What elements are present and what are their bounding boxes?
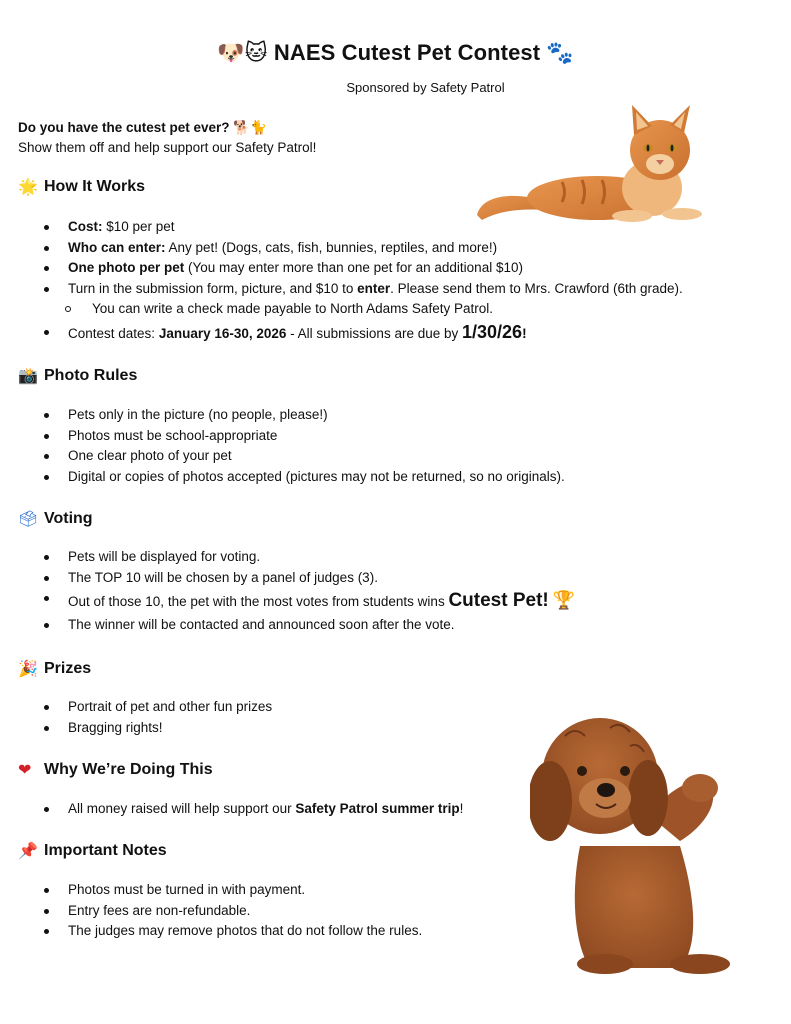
why-end: ! bbox=[459, 801, 464, 816]
why-text: All money raised will help support our bbox=[68, 801, 296, 816]
section-heading-prizes bbox=[18, 659, 91, 678]
summer-trip-text: Safety Patrol summer trip bbox=[295, 801, 460, 816]
voting-item-text: Out of those 10, the pet with the most votes from students wins bbox=[68, 594, 449, 609]
dog-cat-emoji-icon: 🐶🐱 bbox=[217, 41, 268, 66]
list-item bbox=[40, 258, 683, 279]
who-value: Any pet! (Dogs, cats, fish, bunnies, reptiles, and more!) bbox=[165, 239, 498, 255]
list-item bbox=[40, 799, 463, 820]
notes-list bbox=[40, 880, 422, 942]
sub-list-item: You can write a check made payable to North Adams Safety Patrol. bbox=[40, 299, 683, 319]
heading-text: Photo Rules bbox=[44, 366, 138, 384]
pushpin-icon: 📌 bbox=[18, 841, 38, 860]
intro-question: Do you have the cutest pet ever? bbox=[18, 120, 230, 135]
list-item: Bragging rights! bbox=[40, 718, 272, 739]
prizes-list bbox=[40, 697, 272, 738]
list-item bbox=[40, 217, 683, 238]
list-item bbox=[40, 588, 575, 615]
intro-line: Show them off and help support our Safety Patrol! bbox=[18, 140, 317, 155]
list-item bbox=[40, 322, 683, 345]
list-item: The TOP 10 will be chosen by a panel of judges (3). bbox=[40, 568, 575, 589]
trophy-icon: 🏆 bbox=[552, 590, 575, 611]
list-item: The judges may remove photos that do not follow the rules. bbox=[40, 921, 422, 942]
ballot-box-icon: 🗳 bbox=[18, 509, 39, 528]
why-list bbox=[40, 799, 463, 820]
list-item: One clear photo of your pet bbox=[40, 446, 565, 467]
photo-value: (You may enter more than one pet for an additional $10) bbox=[184, 260, 523, 275]
list-item: Pets only in the picture (no people, please!) bbox=[40, 405, 565, 426]
sub-list bbox=[40, 299, 683, 319]
cat-photo bbox=[472, 100, 712, 225]
cost-value: $10 per pet bbox=[102, 219, 175, 234]
dates-bold: January 16-30, 2026 bbox=[158, 326, 287, 341]
red-heart-icon: ❤ bbox=[18, 760, 32, 779]
list-item: Photos must be turned in with payment. bbox=[40, 880, 422, 901]
heading-text: Important Notes bbox=[44, 841, 167, 859]
heading-text: Voting bbox=[44, 509, 93, 527]
dates-mid: - All submissions are due by bbox=[286, 326, 462, 341]
heading-text: How It Works bbox=[44, 177, 146, 195]
due-date: 1/30/26 bbox=[462, 322, 523, 342]
cost-label: Cost: bbox=[68, 219, 103, 234]
party-popper-icon: 🎉 bbox=[18, 659, 38, 678]
title-text: NAES Cutest Pet Contest bbox=[273, 40, 541, 65]
subtitle: Sponsored by Safety Patrol bbox=[346, 80, 505, 95]
section-heading-notes bbox=[18, 841, 167, 860]
turnin-text: Turn in the submission form, picture, and $10 to bbox=[68, 280, 358, 296]
list-item: Pets will be displayed for voting. bbox=[40, 547, 575, 568]
section-heading-voting bbox=[18, 509, 93, 528]
list-item: The winner will be contacted and announced soon after the vote. bbox=[40, 615, 575, 636]
heading-text: Prizes bbox=[44, 659, 92, 677]
page-title bbox=[0, 40, 791, 66]
dates-end: ! bbox=[522, 326, 527, 341]
cutest-pet-text: Cutest Pet! bbox=[448, 590, 549, 611]
list-item: Photos must be school-appropriate bbox=[40, 426, 565, 447]
heading-text: Why We’re Doing This bbox=[44, 760, 213, 778]
photo-rules-list bbox=[40, 405, 565, 487]
section-heading-why bbox=[18, 760, 213, 779]
dog-cat-icon: 🐕🐈 bbox=[233, 120, 267, 136]
dog-photo bbox=[530, 706, 740, 976]
list-item: Digital or copies of photos accepted (pictures may not be returned, so no originals). bbox=[40, 467, 565, 488]
turnin-bold: enter bbox=[357, 280, 391, 296]
list-item: Entry fees are non-refundable. bbox=[40, 901, 422, 922]
section-heading-how-it-works bbox=[18, 177, 145, 196]
camera-flash-icon: 📸 bbox=[18, 366, 38, 385]
dates-pre: Contest dates: bbox=[68, 326, 159, 341]
paw-prints-icon: 🐾 bbox=[546, 41, 574, 66]
turnin-post: . Please send them to Mrs. Crawford (6th grade). bbox=[390, 280, 683, 296]
how-it-works-list bbox=[40, 217, 683, 345]
voting-list bbox=[40, 547, 575, 636]
intro bbox=[18, 118, 316, 157]
who-label: Who can enter: bbox=[68, 239, 166, 255]
list-item bbox=[40, 238, 683, 259]
photo-label: One photo per pet bbox=[68, 260, 185, 275]
list-item bbox=[40, 279, 683, 320]
glowing-star-icon: 🌟 bbox=[18, 177, 38, 196]
list-item: Portrait of pet and other fun prizes bbox=[40, 697, 272, 718]
section-heading-photo-rules bbox=[18, 366, 137, 385]
